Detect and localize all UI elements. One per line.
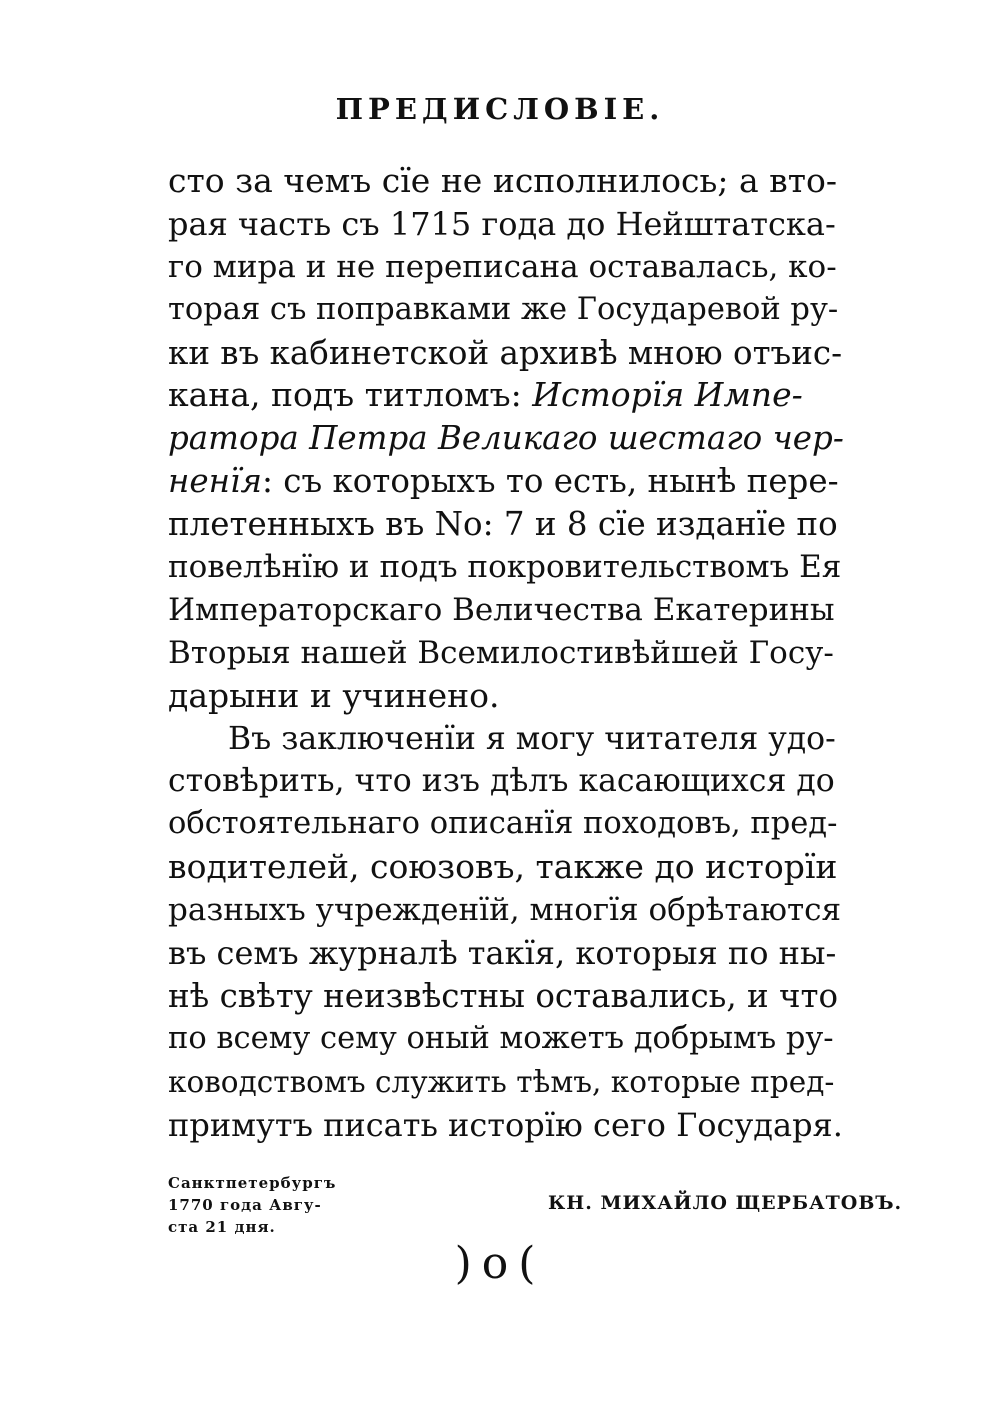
- text-line: Вторыя нашей Всемилостивѣйшей Госу-: [168, 634, 834, 671]
- text-line: въ семъ журналѣ такїя, которыя по ны-: [168, 934, 837, 973]
- text-line: [168, 417, 844, 460]
- text-line: Въ заключенїи я могу читателя удо-: [228, 720, 836, 757]
- date-line: Санктпетербургъ: [168, 1174, 337, 1192]
- place-date-block: [168, 1172, 336, 1238]
- text-line: примутъ писать исторїю сего Государя.: [168, 1105, 843, 1144]
- text-line: обстоятельнаго описанїя походовъ, пред-: [168, 806, 838, 842]
- text-line: нѣ свѣту неизвѣстны оставались, и что: [168, 976, 839, 1015]
- text-line: стовѣрить, что изъ дѣлъ касающихся до: [168, 763, 835, 800]
- text-line: торая съ поправками же Государевой ру-: [168, 291, 839, 327]
- page-ornament: )o(: [454, 1238, 546, 1289]
- author-signature: КН. МИХАЙЛО ЩЕРБАТОВЪ.: [548, 1192, 903, 1214]
- text-line: [168, 460, 844, 503]
- text-line: разныхъ учрежденїй, многїя обрѣтаются: [168, 892, 842, 929]
- text-line: сто за чемъ сїе не исполнилось; а вто-: [168, 161, 838, 200]
- text-line: ководствомъ служить тѣмъ, которые пред-: [168, 1064, 835, 1099]
- text-line: [168, 374, 844, 417]
- text-line: дарыни и учинено.: [168, 675, 500, 715]
- date-line: ста 21 дня.: [168, 1218, 276, 1236]
- page-header-title: ПРЕДИСЛОВІЕ.: [335, 92, 665, 126]
- text-line: водителей, союзовъ, также до исторїи: [168, 847, 838, 887]
- text-segment: ратора Петра Великаго шестаго чер-: [168, 419, 844, 458]
- text-line: плетенныхъ въ No: 7 и 8 сїе изданїе по: [168, 505, 838, 544]
- text-segment: Исторїя Импе-: [532, 375, 803, 415]
- text-segment: : съ которыхъ то есть, нынѣ пере-: [261, 462, 839, 501]
- text-line: Императорскаго Величества Екатерины: [168, 591, 835, 628]
- text-line: рая часть съ 1715 года до Нейштатска-: [168, 204, 836, 243]
- preface-body-text: [168, 160, 844, 1146]
- text-line: по всему сему оный можетъ добрымъ ру-: [168, 1020, 834, 1056]
- date-line: 1770 года Авгу-: [168, 1196, 322, 1214]
- text-line: го мира и не переписана оставалась, ко-: [168, 248, 837, 285]
- text-segment: кана, подъ титломъ:: [168, 375, 533, 415]
- text-line: повелѣнїю и подъ покровительствомъ Ея: [168, 549, 842, 586]
- text-line: ки въ кабинетской архивѣ мною отъис-: [168, 333, 843, 372]
- text-segment: ненїя: [168, 462, 262, 501]
